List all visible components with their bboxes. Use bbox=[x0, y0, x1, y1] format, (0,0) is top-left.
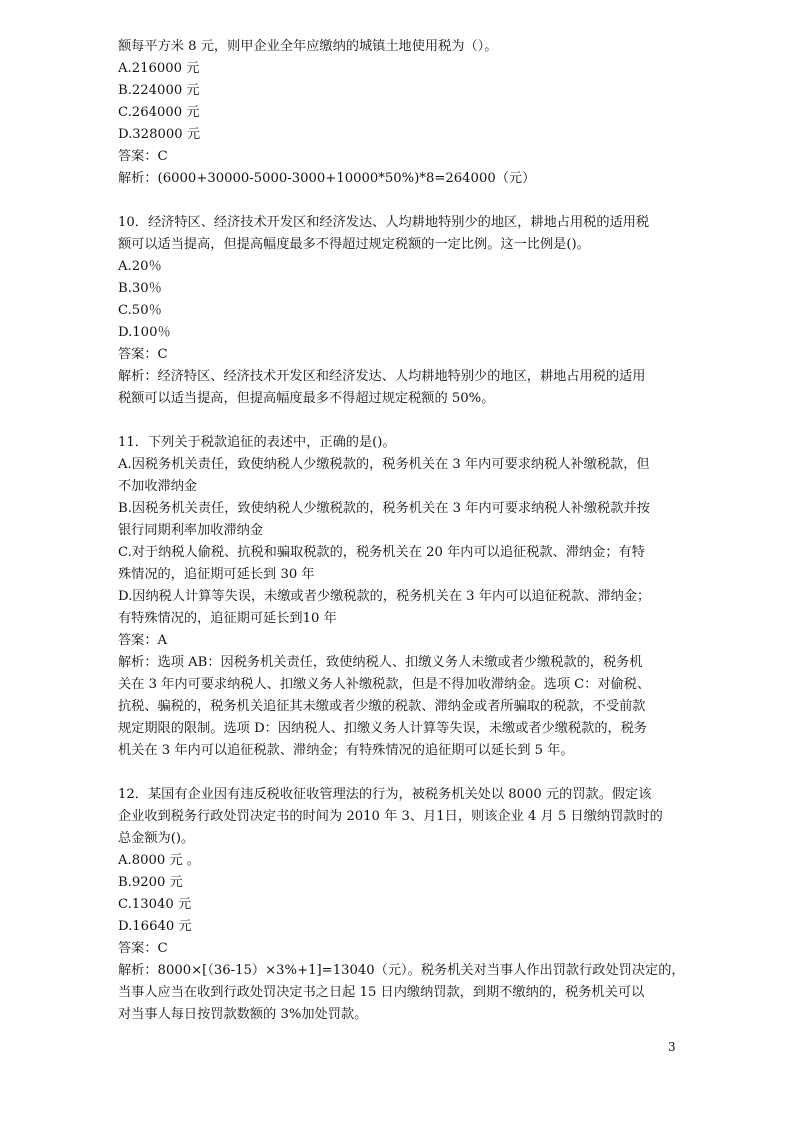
analysis: 解析：(6000+30000-5000-3000+10000*50%)*8=264000（元） bbox=[118, 171, 536, 186]
question-12-answer: 答案：C bbox=[118, 941, 168, 956]
question-10-analysis-line-2: 税额可以适当提高，但提高幅度最多不得超过规定税额的 50%。 bbox=[118, 391, 495, 406]
question-11-option-d-line-2: 有特殊情况的，追征期可延长到10 年 bbox=[118, 611, 337, 626]
question-12-option-d: D.16640 元 bbox=[118, 919, 192, 934]
question-10-option-c: C.50％ bbox=[118, 303, 162, 318]
question-11-option-a-line-1: A.因税务机关责任，致使纳税人少缴税款的，税务机关在 3 年内可要求纳税人补缴税款，但 bbox=[118, 457, 650, 472]
option-b: B.224000 元 bbox=[118, 83, 200, 98]
question-10-stem-line-2: 额可以适当提高，但提高幅度最多不得超过规定税额的一定比例。这一比例是()。 bbox=[118, 237, 590, 252]
page-number: 3 bbox=[668, 1040, 676, 1054]
question-11-analysis-line-3: 抗税、骗税的，税务机关追征其未缴或者少缴的税款、滞纳金或者所骗取的税款，不受前款 bbox=[118, 699, 646, 714]
question-11-analysis-line-1: 解析：选项 AB：因税务机关责任，致使纳税人、扣缴义务人未缴或者少缴税款的，税务机 bbox=[118, 655, 643, 670]
question-12-stem-line-2: 企业收到税务行政处罚决定书的时间为 2010 年 3、月1日，则该企业 4 月 5 日缴纳罚款时的 bbox=[118, 809, 663, 824]
question-12-option-a: A.8000 元 。 bbox=[118, 853, 201, 868]
question-12-option-b: B.9200 元 bbox=[118, 875, 183, 890]
question-12-option-c: C.13040 元 bbox=[118, 897, 192, 912]
question-11-option-d-line-1: D.因纳税人计算等失误，未缴或者少缴税款的，税务机关在 3 年内可以追征税款、滞纳金； bbox=[118, 589, 651, 604]
option-a: A.216000 元 bbox=[118, 61, 200, 76]
question-11-option-b-line-1: B.因税务机关责任，致使纳税人少缴税款的，税务机关在 3 年内可要求纳税人补缴税款并按 bbox=[118, 501, 650, 516]
question-11-stem: 11．下列关于税款追征的表述中，正确的是()。 bbox=[118, 435, 396, 450]
document-body bbox=[118, 36, 685, 1026]
question-10-option-b: B.30％ bbox=[118, 281, 162, 296]
question-10-analysis-line-1: 解析：经济特区、经济技术开发区和经济发达、人均耕地特别少的地区，耕地占用税的适用 bbox=[118, 369, 646, 384]
question-10-answer: 答案：C bbox=[118, 347, 168, 362]
answer: 答案：C bbox=[118, 149, 168, 164]
question-11-option-c-line-1: C.对于纳税人偷税、抗税和骗取税款的，税务机关在 20 年内可以追征税款、滞纳金；有特 bbox=[118, 545, 645, 560]
question-12-analysis-line-3: 对当事人每日按罚款数额的 3%加处罚款。 bbox=[118, 1007, 368, 1022]
question-12-stem-line-3: 总金额为()。 bbox=[118, 831, 195, 846]
option-d: D.328000 元 bbox=[118, 127, 201, 142]
question-11-option-c-line-2: 殊情况的，追征期可延长到 30 年 bbox=[118, 567, 315, 582]
question-10-stem-line-1: 10．经济特区、经济技术开发区和经济发达、人均耕地特别少的地区，耕地占用税的适用税 bbox=[118, 215, 650, 230]
question-10-option-d: D.100％ bbox=[118, 325, 171, 340]
question-11-option-a-line-2: 不加收滞纳金 bbox=[118, 479, 198, 494]
question-10-option-a: A.20％ bbox=[118, 259, 162, 274]
question-11-analysis-line-2: 关在 3 年内可要求纳税人、扣缴义务人补缴税款，但是不得加收滞纳金。选项 C：对偷税、 bbox=[118, 677, 651, 692]
question-11-option-b-line-2: 银行同期利率加收滞纳金 bbox=[118, 523, 264, 538]
question-11-analysis-line-4: 规定期限的限制。选项 D：因纳税人、扣缴义务人计算等失误，未缴或者少缴税款的，税务 bbox=[118, 721, 648, 736]
option-c: C.264000 元 bbox=[118, 105, 200, 120]
question-stem: 额每平方米 8 元，则甲企业全年应缴纳的城镇土地使用税为（）。 bbox=[118, 39, 498, 54]
question-12-analysis-line-2: 当事人应当在收到行政处罚决定书之日起 15 日内缴纳罚款，到期不缴纳的，税务机关可以 bbox=[118, 985, 645, 1000]
question-12-analysis-line-1: 解析：8000×[（36-15）×3%+1]=13040（元）。税务机关对当事人作出罚款行政处罚决定的， bbox=[118, 963, 685, 978]
question-11-answer: 答案：A bbox=[118, 633, 168, 648]
question-11-analysis-line-5: 机关在 3 年内可以追征税款、滞纳金；有特殊情况的追征期可以延长到 5 年。 bbox=[118, 743, 574, 758]
question-12-stem-line-1: 12．某国有企业因有违反税收征收管理法的行为，被税务机关处以 8000 元的罚款。假定该 bbox=[118, 787, 652, 802]
